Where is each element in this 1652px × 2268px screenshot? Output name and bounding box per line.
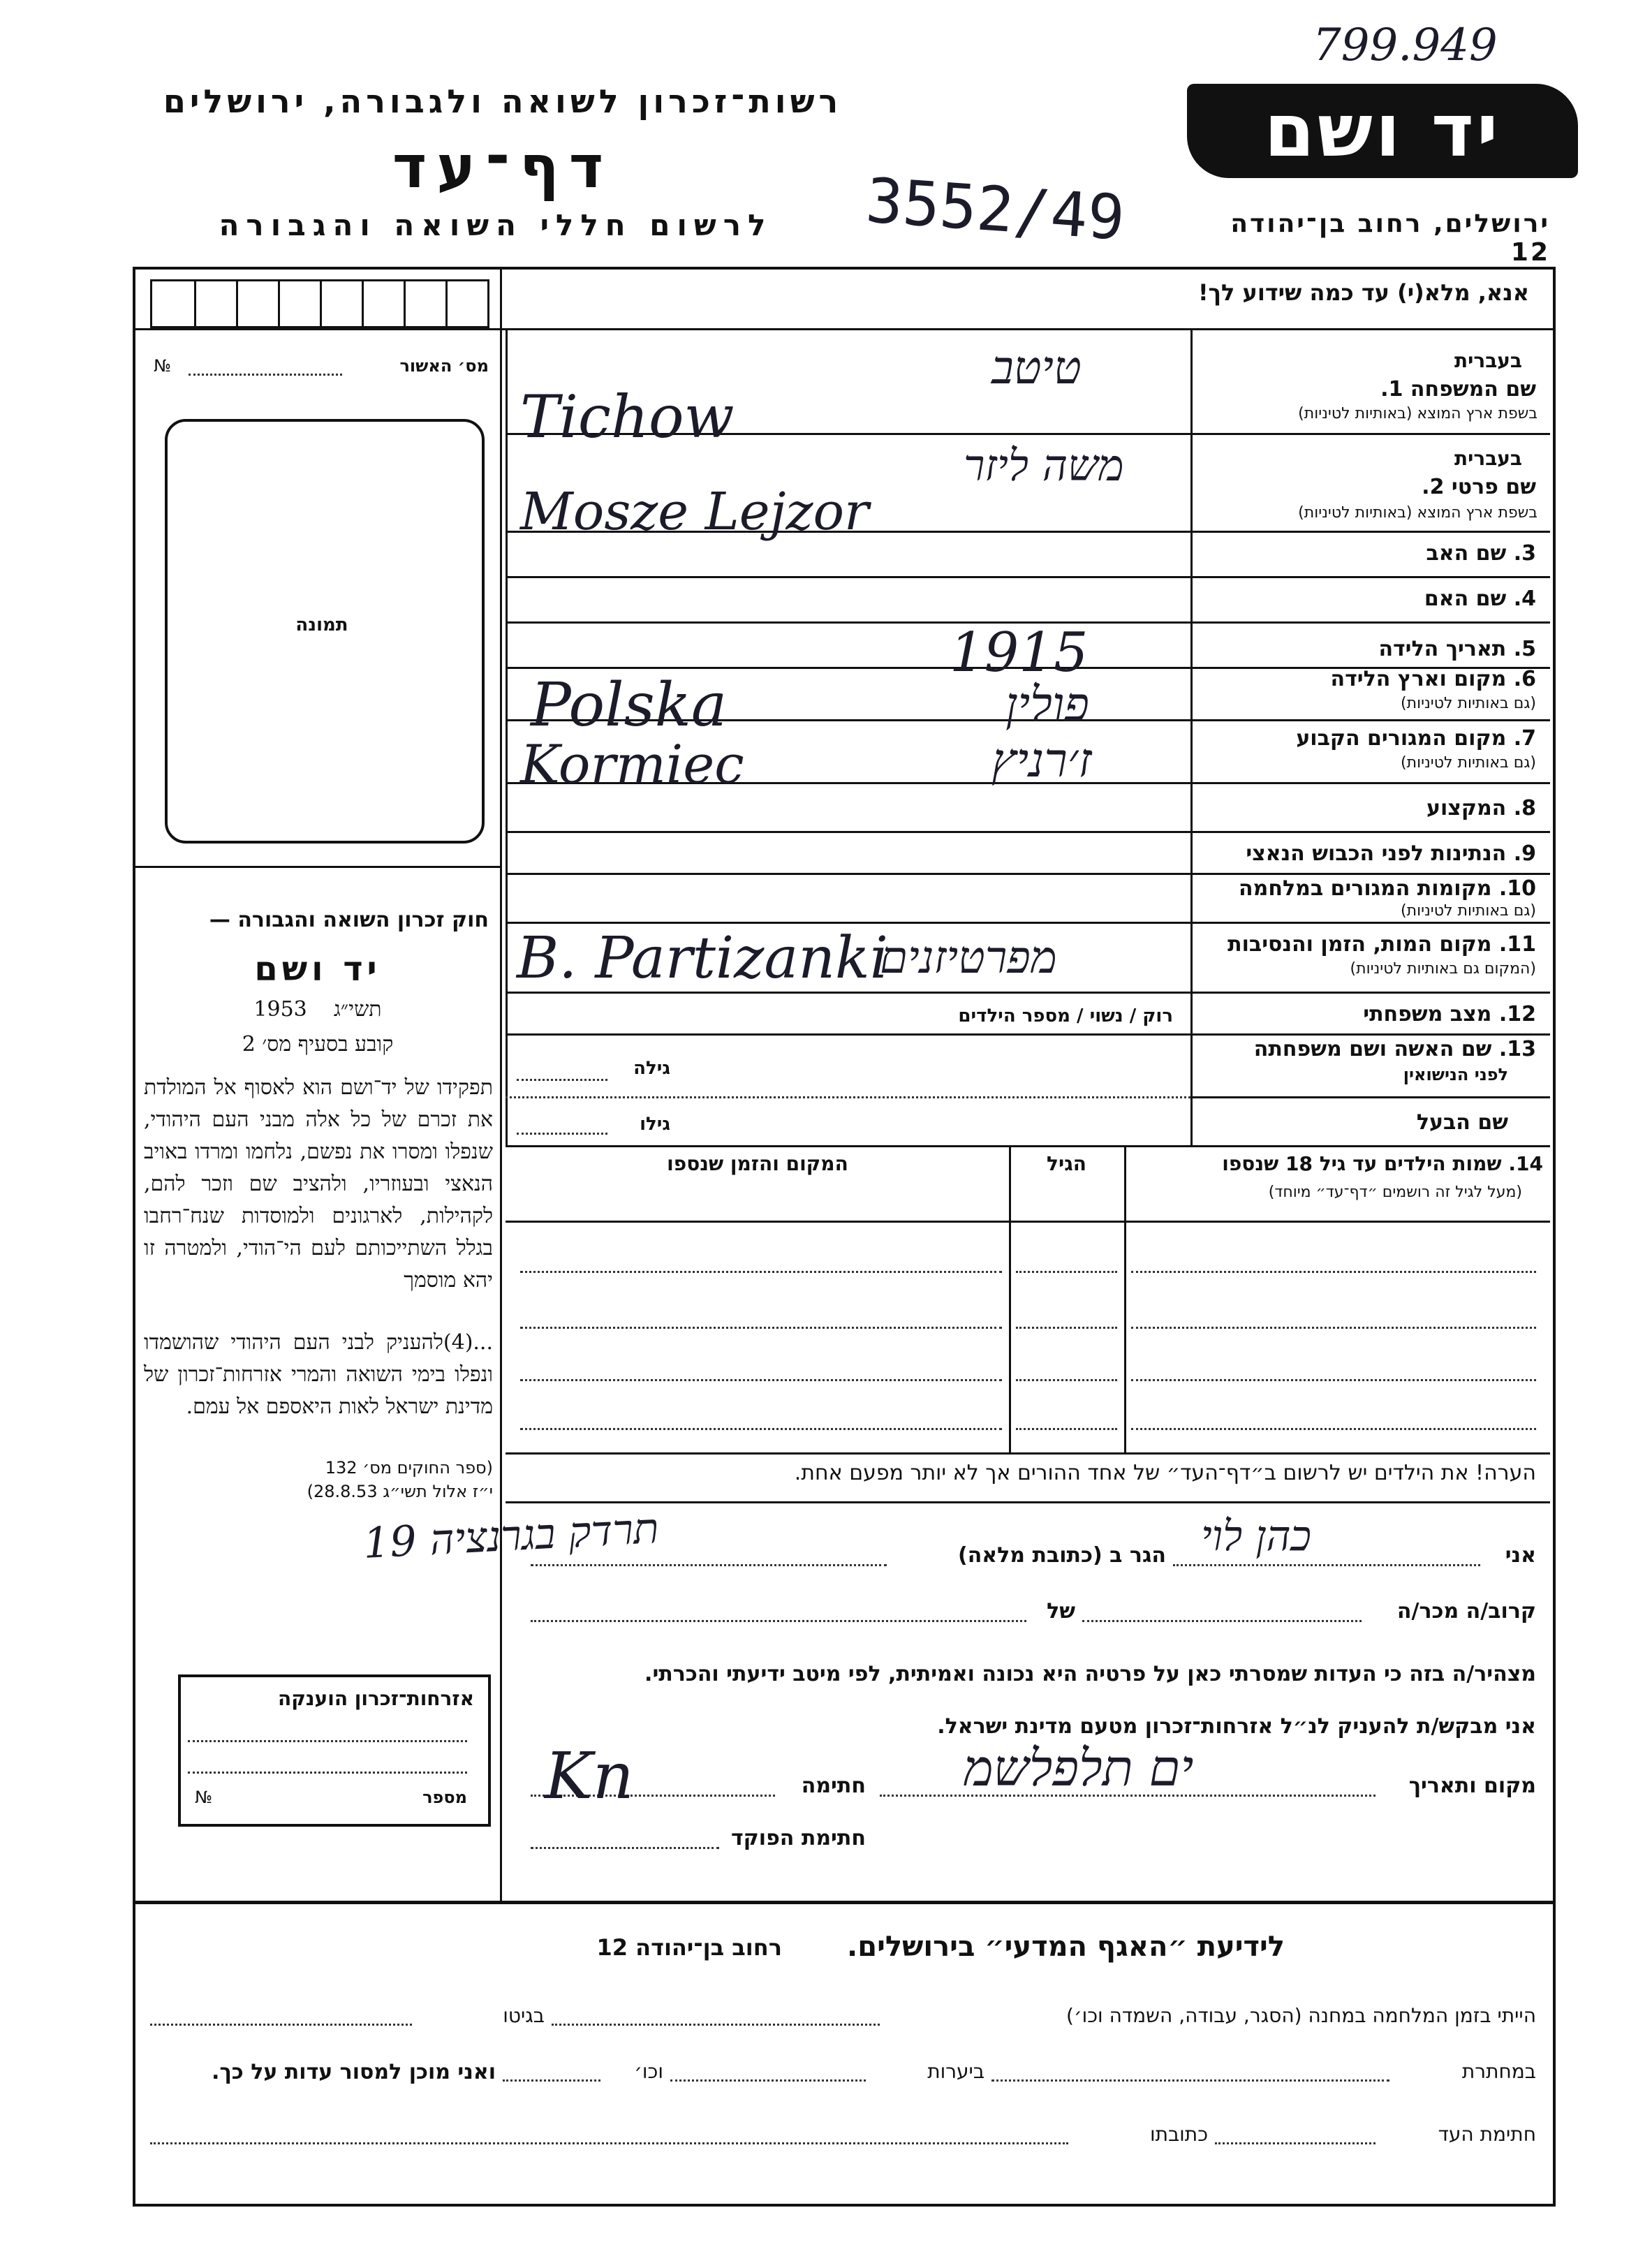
left-column-divider: [500, 267, 502, 1901]
bottom-line3-dots1: [1215, 2142, 1376, 2144]
col-age-header: הגיל: [1047, 1152, 1086, 1175]
form-prompt: אנא, מלא(י) עד כמה שידוע לך!: [1197, 279, 1529, 306]
bottom-line2-dots1: [991, 2079, 1389, 2082]
decl-of-line: [531, 1620, 1026, 1622]
row-line-10: [506, 922, 1550, 924]
row-line-3: [506, 576, 1550, 578]
husband-age-line: [517, 1133, 607, 1135]
bottom-line3-a: חתימת העד: [1438, 2123, 1536, 2146]
law-year-heb: תשי״ג: [333, 997, 382, 1022]
child-row-1: [520, 1271, 1002, 1273]
law-ref: (ספר החוקים מס׳ 132: [325, 1458, 493, 1478]
f12-label: 12. מצב משפחתי: [1363, 1002, 1536, 1026]
law-year: 1953: [253, 997, 307, 1022]
row-line-11: [506, 992, 1550, 994]
bottom-line2-b: ביערות: [927, 2060, 984, 2083]
officer-label: חתימת הפוקד: [731, 1826, 866, 1850]
approval-no-symbol: №: [154, 356, 171, 376]
f11-sub: (המקום גם באותיות לטיניות): [1350, 960, 1536, 978]
f10-sub: (גם באותיות לטיניות): [1401, 902, 1536, 920]
child-age-2: [1016, 1327, 1117, 1329]
law-date: י״ז אלול תשי״ג 28.8.53): [307, 1482, 493, 1501]
bottom-title: לידיעת ״האגף המדעי״ בירושלים.: [847, 1931, 1285, 1963]
f2-label: שם פרטי 2.: [1422, 475, 1536, 499]
f13-label: 13. שם האשה ושם משפחתה: [1253, 1037, 1536, 1061]
entry-area-left-border: [506, 330, 508, 1145]
row-line-13: [1190, 1096, 1550, 1098]
f9-label: 9. הנתינות לפני הכבוש הנאצי: [1246, 841, 1536, 866]
stamp-number: 3552/49: [863, 164, 1128, 254]
logo-text: יד ושם: [1264, 88, 1501, 173]
bottom-line1-dots2: [150, 2024, 412, 2026]
child-name-1: [1131, 1271, 1536, 1273]
form-subtitle: לרשום חללי השואה והגבורה: [219, 208, 773, 242]
birth-country-heb-entry: פולין: [1005, 677, 1089, 732]
signature-entry: Kn: [545, 1739, 634, 1813]
death-heb-entry: מפרטיזנים: [880, 932, 1057, 984]
bottom-line2-a: במחתרת: [1461, 2060, 1536, 2083]
residence-lat-entry: Kormiec: [520, 733, 744, 795]
f1-sub: בשפת ארץ המוצא (באותיות לטיניות): [1298, 405, 1537, 422]
law-year-row: [147, 997, 489, 1022]
col-place-header: המקום והזמן שנספו: [667, 1152, 848, 1175]
row-line-12: [506, 1033, 1550, 1036]
row-line-9: [506, 873, 1550, 875]
signature-label: חתימה: [801, 1774, 866, 1798]
child-row-2: [520, 1327, 1002, 1329]
child-row-3: [520, 1379, 1002, 1381]
decl-statement: מצהיר/ה בזה כי העדות שמסרתי כאן על פרטיה היא נכונה ואמיתית, לפי מיטב ידיעתי והכרתי.: [644, 1662, 1536, 1686]
law-title: חוק זכרון השואה והגבורה —: [209, 908, 489, 932]
f13-sub: לפני הנישואין: [1403, 1065, 1508, 1084]
child-name-2: [1131, 1327, 1536, 1329]
note-bottom-line: [506, 1501, 1550, 1503]
place-date-label: מקום ותאריך: [1408, 1774, 1536, 1798]
decl-of: של: [1047, 1599, 1075, 1623]
children-col-2: [1124, 1145, 1126, 1452]
f8-label: 8. המקצוע: [1426, 796, 1536, 820]
decl-request: אני מבקש/ת להעניק לנ״ל אזרחות־זכרון מטעם מדינת ישראל.: [937, 1714, 1536, 1739]
decl-resident: הגר ב (כתובת מלאה): [957, 1543, 1166, 1568]
child-row-4: [520, 1428, 1002, 1430]
bottom-line3-dots2: [150, 2142, 1068, 2144]
bottom-section-divider: [133, 1901, 1553, 1904]
left-panel-divider: [133, 866, 501, 868]
birth-date-entry: 1915: [950, 621, 1089, 684]
barcode-boxes: [150, 279, 489, 328]
f14-sub: (מעל לגיל זה רושמים ״דף־עד״ מיוחד): [1268, 1184, 1522, 1201]
decl-i: אני: [1505, 1543, 1536, 1568]
f4-label: 4. שם האם: [1424, 587, 1536, 611]
f1-heb: בעברית: [1454, 349, 1522, 372]
officer-line: [531, 1847, 719, 1849]
decl-relative: קרוב/ה מכר/ה: [1396, 1599, 1536, 1623]
citizenship-no: מספר: [422, 1788, 467, 1807]
approval-label: מס׳ האשור: [399, 356, 489, 376]
f12-options: רוק / נשוי / מספר הילדים: [958, 1006, 1173, 1026]
citizenship-title: אזרחות־זכרון הוענקה: [278, 1687, 474, 1710]
bottom-line2-dots2: [670, 2079, 866, 2082]
residence-heb-entry: ז׳רניץ: [991, 733, 1092, 788]
f10-label: 10. מקומות המגורים במלחמה: [1239, 876, 1536, 901]
decl-name-line: [1173, 1564, 1480, 1566]
bottom-line1-a: הייתי בזמן המלחמה במחנה (הסגר, עבודה, השמדה וכו׳): [1066, 2004, 1536, 2027]
child-age-1: [1016, 1271, 1117, 1273]
frame-top-divider: [133, 328, 1553, 330]
f1-label: שם המשפחה 1.: [1380, 377, 1536, 402]
f13-age-label: גילה: [633, 1058, 670, 1079]
child-age-4: [1016, 1428, 1117, 1430]
citizenship-box: [178, 1674, 491, 1827]
bottom-line3-b: כתובתו: [1149, 2123, 1208, 2146]
child-name-3: [1131, 1379, 1536, 1381]
f2-sub: בשפת ארץ המוצא (באותיות לטיניות): [1298, 504, 1537, 522]
f2-heb: בעברית: [1454, 447, 1522, 470]
children-header-line: [506, 1221, 1550, 1223]
f5-label: 5. תאריך הלידה: [1378, 637, 1536, 661]
yad-vashem-logo: [1187, 84, 1578, 178]
label-column-divider: [1190, 330, 1193, 1145]
death-lat-entry: B. Partizanki: [517, 925, 888, 992]
bottom-line2-c: וכו׳: [634, 2060, 663, 2083]
bottom-line2-d: ואני מוכן למסור עדות על כך.: [212, 2060, 496, 2084]
bottom-line2-dots3: [503, 2079, 600, 2082]
row-line-8: [506, 831, 1550, 833]
f14-label: 14. שמות הילדים עד גיל 18 שנספו: [1222, 1152, 1543, 1175]
decl-relative-line: [1082, 1620, 1362, 1622]
child-age-3: [1016, 1379, 1117, 1381]
row-line-14: [506, 1145, 1550, 1147]
approval-line: [189, 374, 342, 376]
f7-label: 7. מקום המגורים הקבוע: [1296, 726, 1536, 751]
firstname-lat-entry: Mosze Lejzor: [520, 482, 869, 542]
photo-label: תמונה: [295, 614, 348, 635]
surname-heb-entry: טיטב: [991, 341, 1082, 395]
bottom-line1-b: בגיטו: [503, 2004, 545, 2027]
f7-sub: (גם באותיות לטיניות): [1401, 754, 1536, 772]
citizenship-no-symbol: №: [195, 1788, 212, 1807]
children-col-1: [1009, 1145, 1011, 1452]
note: הערה! את הילדים יש לרשום ב״דף־העד״ של אחד ההורים אך לא יותר מפעם אחת.: [794, 1461, 1536, 1485]
row-dots-13: [506, 1096, 1190, 1098]
f11-label: 11. מקום המות, הזמן והנסיבות: [1227, 932, 1536, 957]
firstname-heb-entry: משה ליזר: [964, 440, 1124, 491]
declarant-address-entry: תרדק בגרנציה 19: [362, 1503, 661, 1569]
children-bottom-line: [506, 1452, 1550, 1455]
child-name-4: [1131, 1428, 1536, 1430]
f6-sub: (גם באותיות לטיניות): [1401, 695, 1536, 712]
law-text-2: ...(4)להעניק לבני העם היהודי שהושמדו ונפלו בימי השואה והמרי אזרחות־זכרון של מדינת ישראל לאות היאספם אל עמם.: [144, 1330, 493, 1419]
form-title: דף־עד: [392, 133, 614, 201]
header-address: ירושלים, רחוב בן־יהודה 12: [1230, 209, 1550, 267]
law-clause: קובע בסעיף מס׳ 2: [242, 1032, 394, 1056]
law-text: תפקידו של יד־ושם הוא לאסוף אל המולדת את זכרם של כל אלה מבני העם היהודי, שנפלו ומסרו את נפשם, נלחמו ומרדו באויב הנאצי ובעוזריו, ולהציב שם וזכר להם, לקהילות, לארגונים ולמוסדות שנח־רחבו בגלל השתייכותם לעם הי־הודי, ולמטרה זו יהא מוסמך: [144, 1075, 493, 1293]
husband-label: שם הבעל: [1416, 1110, 1508, 1135]
birth-country-lat-entry: Polska: [531, 670, 728, 740]
authority-line: רשות־זכרון לשואה ולגבורה, ירושלים: [163, 82, 843, 120]
stamp-top-number: 799.949: [1313, 20, 1498, 71]
husband-age-label: גילו: [640, 1114, 670, 1135]
f6-label: 6. מקום וארץ הלידה: [1330, 667, 1536, 691]
bottom-address: רחוב בן־יהודה 12: [596, 1934, 782, 1961]
declarant-name-entry: כהן לוי: [1201, 1512, 1311, 1561]
law-name: יד ושם: [254, 950, 381, 989]
place-date-entry: ים תלפלשמ: [964, 1739, 1194, 1797]
decl-address-line: [531, 1564, 887, 1566]
f13-age-line: [517, 1079, 607, 1081]
f3-label: 3. שם האב: [1426, 541, 1536, 566]
bottom-line1-dots1: [552, 2024, 880, 2026]
surname-lat-entry: Tichow: [520, 383, 735, 451]
